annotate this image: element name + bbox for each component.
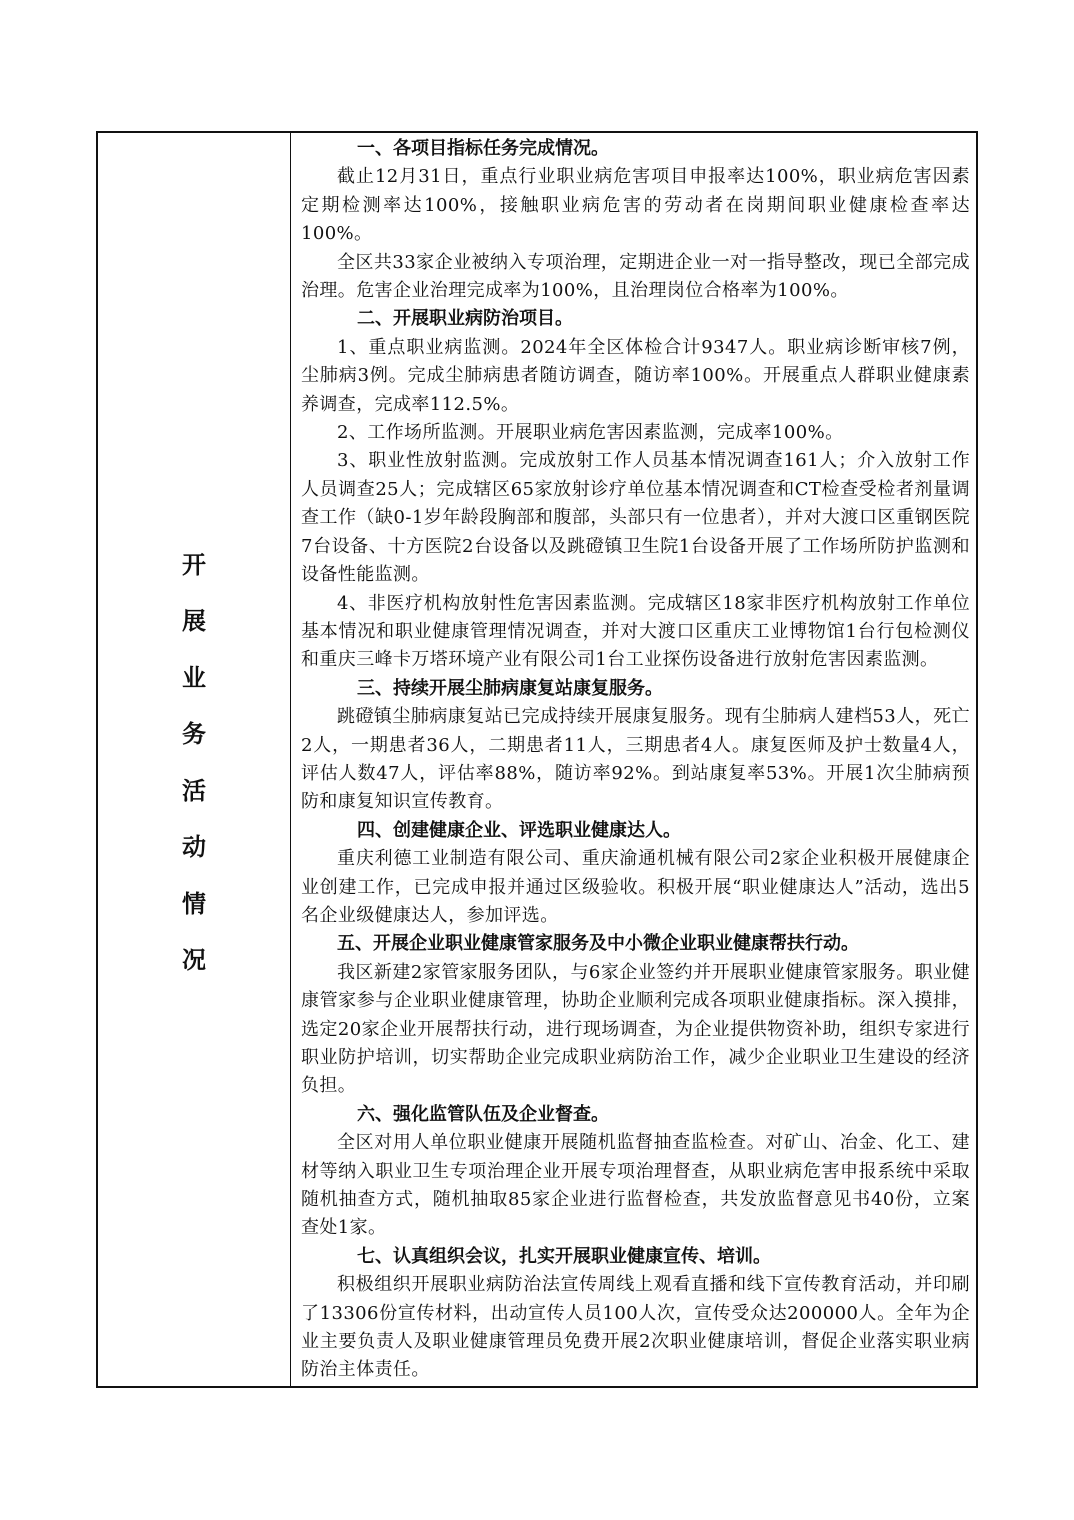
section-paragraph: 1、重点职业病监测。2024年全区体检合计9347人。职业病诊断审核7例，尘肺病3例。完成尘肺病患者随访调查，随访率100%。开展重点人群职业健康素养调查，完成率112.5%。 xyxy=(301,336,970,415)
section-paragraph: 截止12月31日，重点行业职业病危害项目申报率达100%，职业病危害因素定期检测率达100%，接触职业病危害的劳动者在岗期间职业健康检查率达100%。 xyxy=(301,166,970,245)
section-paragraph: 4、非医疗机构放射性危害因素监测。完成辖区18家非医疗机构放射工作单位基本情况和职业健康管理情况调查，并对大渡口区重庆工业博物馆1台行包检测仪和重庆三峰卡万塔环境产业有限公司1台工业探伤设备进行放射危害因素监测。 xyxy=(301,592,970,671)
row-label-char: 动 xyxy=(182,833,206,861)
section-paragraph: 全区共33家企业被纳入专项治理，定期进企业一对一指导整改，现已全部完成治理。危害企业治理完成率为100%，且治理岗位合格率为100%。 xyxy=(301,251,970,302)
business-activity-table xyxy=(96,131,978,1388)
section-paragraph: 积极组织开展职业病防治法宣传周线上观看直播和线下宣传教育活动，并印刷了13306份宣传材料，出动宣传人员100人次，宣传受众达200000人。全年为企业主要负责人及职业健康管理员免费开展2次职业健康培训，督促企业落实职业病防治主体责任。 xyxy=(301,1274,970,1381)
section-paragraph: 重庆利德工业制造有限公司、重庆渝通机械有限公司2家企业积极开展健康企业创建工作，已完成申报并通过区级验收。积极开展“职业健康达人”活动，选出5名企业级健康达人，参加评选。 xyxy=(301,848,970,926)
section-paragraph: 我区新建2家管家服务团队，与6家企业签约并开展职业健康管家服务。职业健康管家参与企业职业健康管理，协助企业顺利完成各项职业健康指标。深入摸排，选定20家企业开展帮扶行动，进行现场调查，为企业提供物资补助，组织专家进行职业防护培训，切实帮助企业完成职业病防治工作，减少企业职业卫生建设的经济负担。 xyxy=(301,961,970,1097)
section-paragraph: 跳磴镇尘肺病康复站已完成持续开展康复服务。现有尘肺病人建档53人，死亡2人，一期患者36人，二期患者11人，三期患者4人。康复医师及护士数量4人，评估人数47人，评估率88%，随访率92%。到站康复率53%。开展1次尘肺病预防和康复知识宣传教育。 xyxy=(301,706,970,813)
section-paragraph: 全区对用人单位职业健康开展随机监督抽查监检查。对矿山、冶金、化工、建材等纳入职业卫生专项治理企业开展专项治理督查，从职业病危害申报系统中采取随机抽查方式，随机抽取85家企业进行监督检查，共发放监督意见书40份，立案查处1家。 xyxy=(301,1132,970,1239)
section-heading: 七、认真组织会议，扎实开展职业健康宣传、培训。 xyxy=(357,1245,771,1267)
row-label-char: 情 xyxy=(182,889,206,918)
section-heading: 四、创建健康企业、评选职业健康达人。 xyxy=(357,819,681,841)
row-label-char: 务 xyxy=(182,720,206,748)
section-heading: 六、强化监管队伍及企业督查。 xyxy=(357,1103,609,1125)
row-label-char: 活 xyxy=(182,776,206,805)
section-heading: 二、开展职业病防治项目。 xyxy=(357,308,573,330)
content-cell xyxy=(291,133,976,1386)
section-heading: 三、持续开展尘肺病康复站康复服务。 xyxy=(357,677,663,699)
section-paragraph: 2、工作场所监测。开展职业病危害因素监测，完成率100%。 xyxy=(337,422,844,444)
section-paragraph: 3、职业性放射监测。完成放射工作人员基本情况调查161人；介入放射工作人员调查25人；完成辖区65家放射诊疗单位基本情况调查和CT检查受检者剂量调查工作（缺0-1岁年龄段胸部和腹部，头部只有一位患者），并对大渡口区重钢医院7台设备、十方医院2台设备以及跳磴镇卫生院1台设备开展了工作场所防护监测和设备性能监测。 xyxy=(301,450,970,586)
row-label-cell xyxy=(98,133,291,1386)
row-label-char: 况 xyxy=(182,946,206,974)
row-label-char: 展 xyxy=(182,607,206,635)
row-label-char: 业 xyxy=(182,663,206,692)
section-heading: 一、各项目指标任务完成情况。 xyxy=(357,138,609,159)
section-heading: 五、开展企业职业健康管家服务及中小微企业职业健康帮扶行动。 xyxy=(337,933,859,955)
row-label-char: 开 xyxy=(182,550,206,579)
